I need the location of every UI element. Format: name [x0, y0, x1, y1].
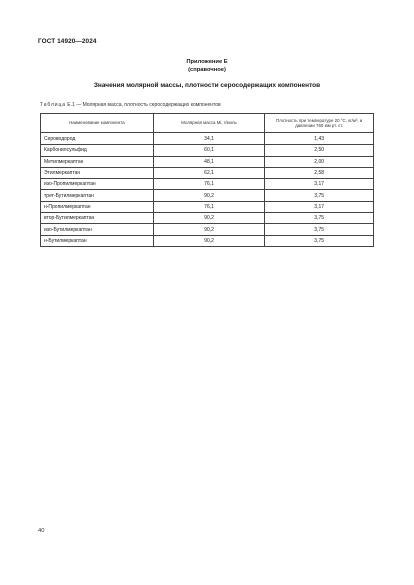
cell-component: Сероводород — [41, 133, 154, 145]
annex-title: Значения молярной массы, плотности серосодержащих компонентов — [93, 82, 321, 89]
cell-molar-mass: 34,1 — [153, 133, 265, 145]
cell-density: 3,75 — [265, 224, 374, 235]
table-row — [41, 167, 374, 178]
cell-molar-mass: 76,1 — [153, 201, 265, 212]
cell-component: н-Пропилмеркаптан — [41, 201, 154, 212]
table-header-row — [41, 114, 374, 133]
cell-density: 2,50 — [265, 145, 374, 156]
table-row — [41, 156, 374, 167]
annex-heading — [0, 58, 414, 74]
cell-density: 3,75 — [265, 235, 374, 246]
cell-molar-mass: 90,2 — [153, 235, 265, 246]
cell-component: Метилмеркаптан — [41, 156, 154, 167]
table-row — [41, 190, 374, 201]
cell-molar-mass: 60,1 — [153, 145, 265, 156]
annex-type: (справочное) — [188, 67, 226, 73]
table-caption-text: Е.1 — Молярная масса, плотность серосодержащих компонентов — [65, 102, 221, 108]
cell-density: 3,75 — [265, 213, 374, 224]
cell-molar-mass: 62,1 — [153, 167, 265, 178]
column-header-molar-mass: Молярная масса Mi, г/моль — [153, 114, 265, 133]
table-caption — [40, 102, 221, 108]
cell-density: 2,58 — [265, 167, 374, 178]
table-row — [41, 235, 374, 246]
column-header-density: Плотность при температуре 20 °С, кг/м³, и давлении 760 мм рт. ст. — [265, 114, 374, 133]
cell-molar-mass: 90,2 — [153, 224, 265, 235]
cell-molar-mass: 90,2 — [153, 213, 265, 224]
table-row — [41, 213, 374, 224]
page-number: 40 — [38, 528, 45, 534]
cell-component: изо-Пропилмеркаптан — [41, 179, 154, 190]
cell-density: 1,43 — [265, 133, 374, 145]
cell-component: Этилмеркаптан — [41, 167, 154, 178]
table-row — [41, 201, 374, 212]
cell-component: н-Бутилмеркаптан — [41, 235, 154, 246]
table-body — [41, 133, 374, 247]
table-row — [41, 224, 374, 235]
annex-label: Приложение Е — [186, 59, 228, 65]
cell-component: изо-Бутилмеркаптан — [41, 224, 154, 235]
table-row — [41, 179, 374, 190]
cell-density: 2,00 — [265, 156, 374, 167]
cell-density: 3,17 — [265, 179, 374, 190]
document-header: ГОСТ 14920—2024 — [38, 38, 97, 45]
table-row — [41, 145, 374, 156]
cell-molar-mass: 90,2 — [153, 190, 265, 201]
cell-molar-mass: 76,1 — [153, 179, 265, 190]
molar-mass-table — [40, 113, 374, 247]
cell-component: втор-Бутилмеркаптан — [41, 213, 154, 224]
cell-density: 3,75 — [265, 190, 374, 201]
cell-density: 3,17 — [265, 201, 374, 212]
table-caption-word: Таблица — [40, 102, 66, 108]
cell-molar-mass: 48,1 — [153, 156, 265, 167]
table-row — [41, 133, 374, 145]
column-header-component: Наименование компонента — [41, 114, 154, 133]
cell-component: Карбонилсульфид — [41, 145, 154, 156]
cell-component: трет-Бутилмеркаптан — [41, 190, 154, 201]
